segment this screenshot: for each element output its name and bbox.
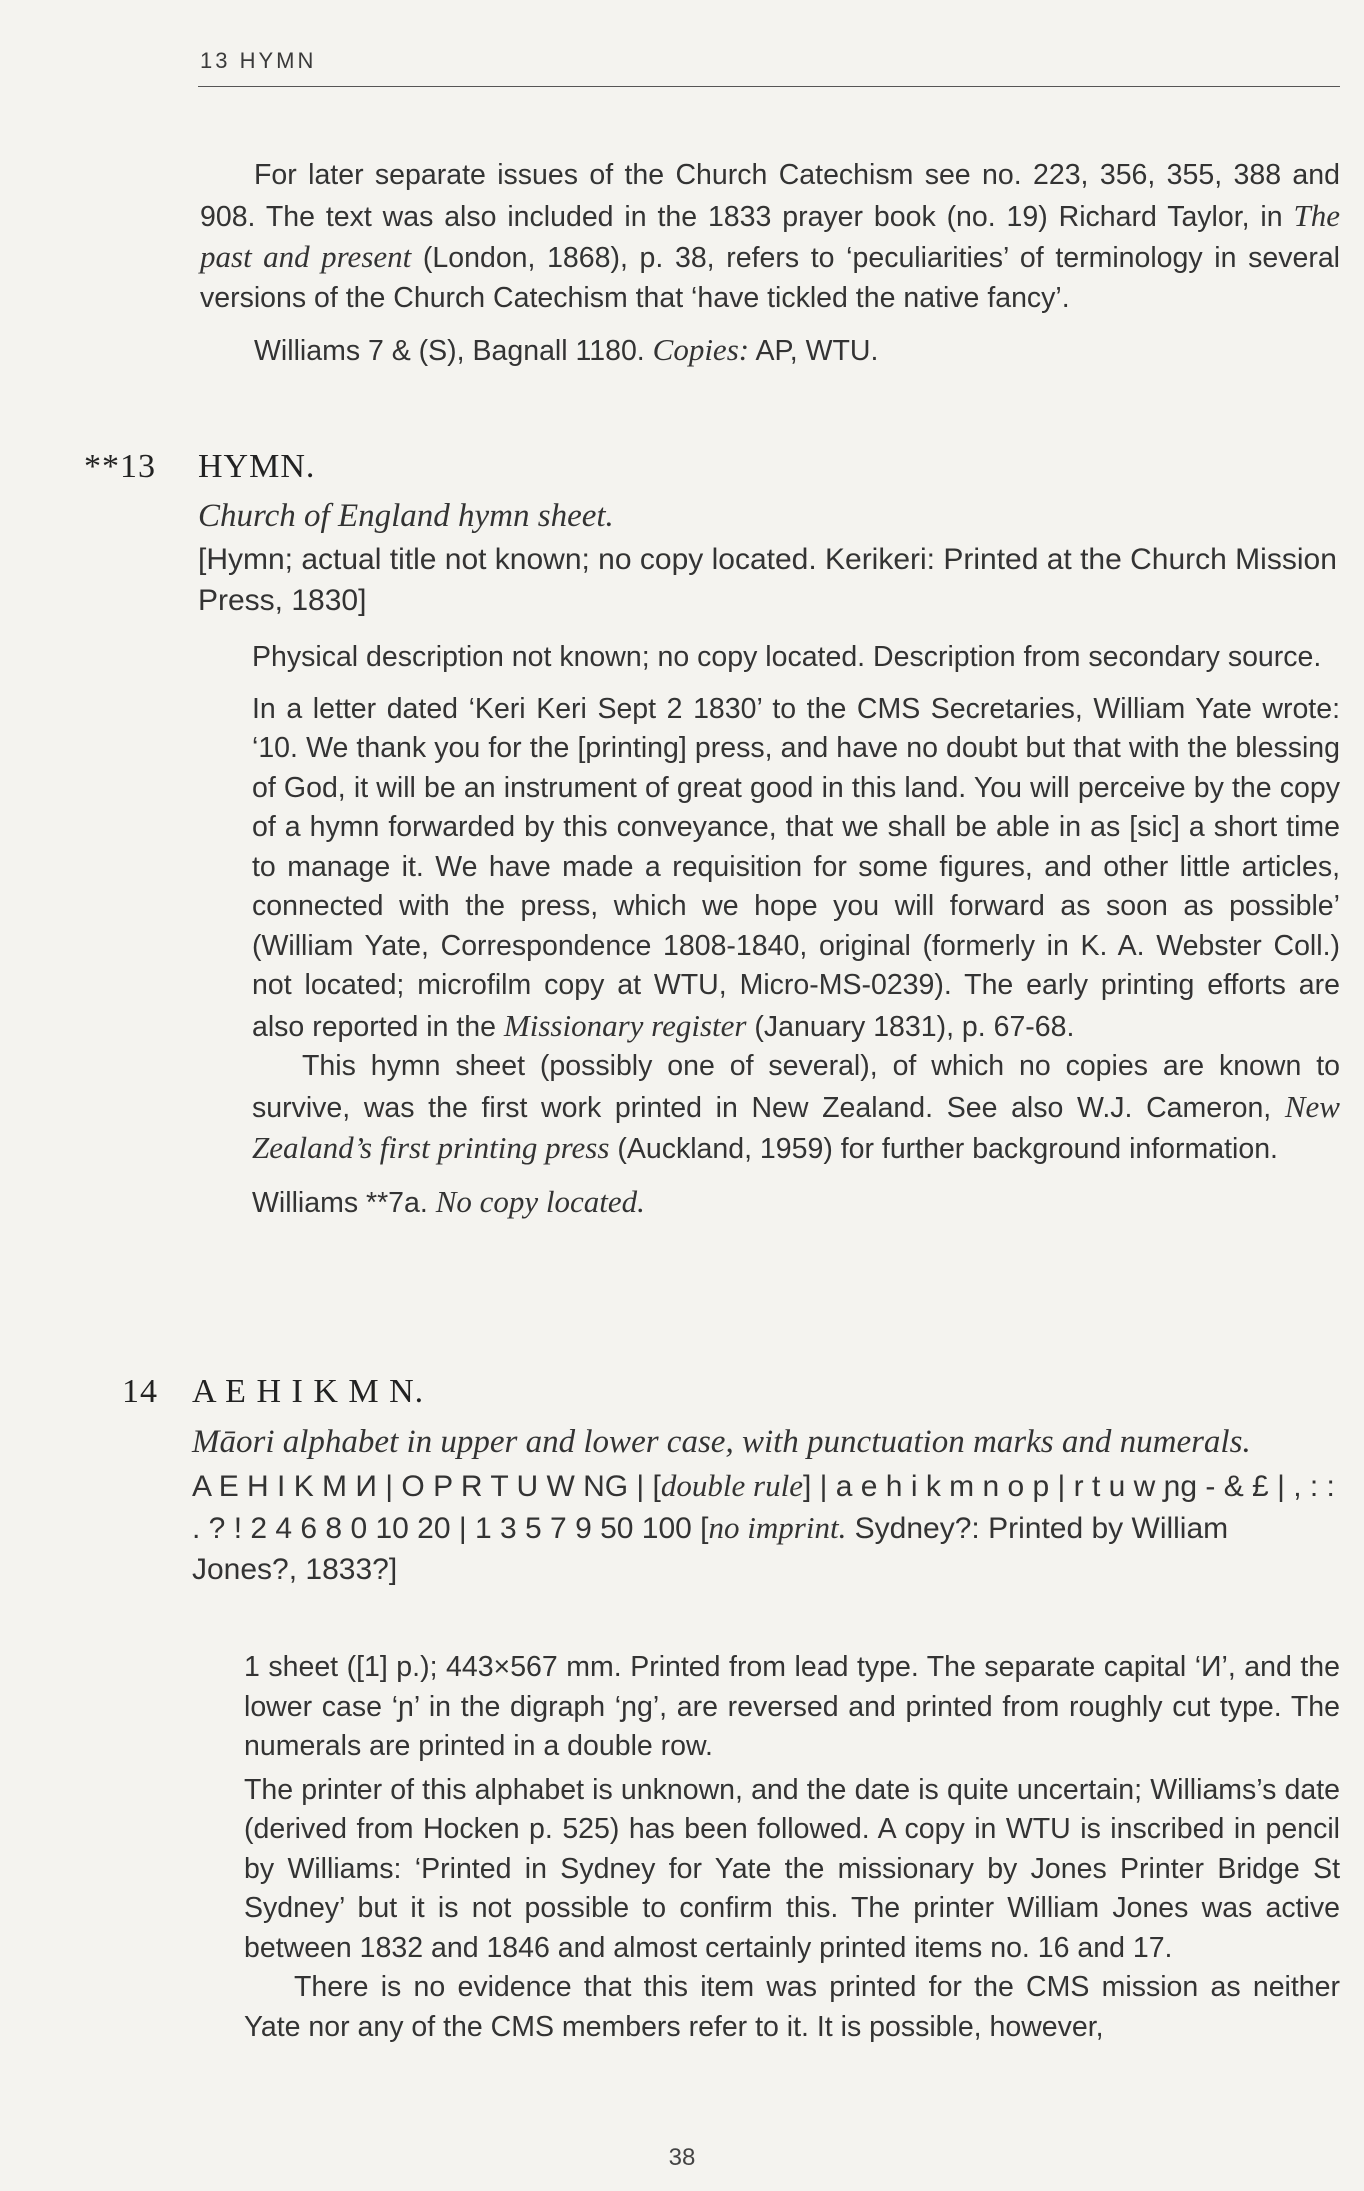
note-italic-title: Missionary register — [503, 1007, 747, 1043]
entry-14-physical: 1 sheet ([1] p.); 443×567 mm. Printed from lead type. The separate capital ‘И’, and the lower case ‘ɲ’ in the digraph ‘ɲg’, are reversed and printed from roughly cut type. The numerals are printed in a double row. — [244, 1651, 1340, 1762]
note-text-rest: (Auckland, 1959) for further background information. — [617, 1133, 1278, 1165]
continuation-text-rest: (London, 1868), p. 38, refers to ‘peculiarities’ of terminology in several versions of the Church Catechism that ‘have tickled the native fancy’. — [200, 242, 1340, 314]
entry-13-number: **13 — [84, 448, 156, 485]
entry-13-title-block — [198, 496, 1340, 621]
entry-14-note-1: The printer of this alphabet is unknown, and the date is quite uncertain; Williams’s date (derived from Hocken p. 525) has been followed. A copy in WTU is inscribed in pencil by Williams: ‘Printed in Sydney for Yate the missionary by Jones Printer Bridge St Sydney’ but it is not possible to confirm this. The printer William Jones was active between 1832 and 1846 and almost certainly printed items no. 16 and 17. — [244, 1773, 1340, 1964]
entry-14-transcription — [192, 1465, 1340, 1590]
copies-value: AP, WTU. — [755, 335, 879, 367]
continuation-text: For later separate issues of the Church Catechism see no. 223, 356, 355, 388 and 908. The text was also included in the 1833 prayer book (no. 19) Richard Taylor, in — [200, 159, 1340, 233]
page-number: 38 — [668, 2144, 696, 2171]
entry-13-note-1 — [252, 690, 1340, 1048]
entry-13-physical: Physical description not known; no copy located. Description from secondary source. — [252, 641, 1322, 673]
entry-14-heading: A E H I K M N. — [192, 1373, 425, 1410]
entry-14-title-block — [192, 1422, 1340, 1590]
copies-label: Copies: — [652, 332, 750, 367]
references-text: Williams 7 & (S), Bagnall 1180. — [254, 335, 645, 367]
continuation-references — [254, 330, 1340, 372]
entry-13-imprint: [Hymn; actual title not known; no copy located. Kerikeri: Printed at the Church Mission Press, 1830] — [198, 543, 1337, 617]
continuation-italic-title: The past and present — [200, 197, 1341, 274]
references-text: Williams **7a. — [252, 1186, 428, 1219]
entry-13-note-2 — [252, 1047, 1340, 1170]
transcription-part: ] | a e h i k m n o p | r t u w ɲg - & £ | , : : . ? ! 2 4 6 8 0 10 20 | 1 3 5 7 9 50 100 [ — [192, 1470, 1335, 1545]
entry-14-number: 14 — [122, 1373, 158, 1410]
header-rule — [198, 86, 1340, 87]
note-text: This hymn sheet (possibly one of several), of which no copies are known to survive, was the first work printed in New Zealand. See also W.J. Cameron, — [252, 1050, 1340, 1124]
note-italic-title: New Zealand’s first printing press — [252, 1088, 1340, 1165]
continuation-paragraph — [200, 156, 1340, 318]
entry-14-note-2: There is no evidence that this item was printed for the CMS mission as neither Yate nor any of the CMS members refer to it. It is possible, however, — [244, 1971, 1340, 2043]
entry-13-heading: HYMN. — [198, 448, 316, 485]
entry-13-title: Church of England hymn sheet. — [198, 498, 614, 534]
note-text-rest: (January 1831), p. 67-68. — [754, 1010, 1075, 1043]
references-italic: No copy located. — [435, 1183, 645, 1219]
transcription-part: Sydney?: Printed by William Jones?, 1833?] — [192, 1512, 1229, 1586]
running-head: 13 HYMN — [200, 48, 317, 73]
entry-14-notes — [244, 1648, 1340, 2047]
transcription-italic: no imprint. — [708, 1510, 847, 1545]
entry-13-references — [252, 1182, 1340, 1224]
entry-13-notes — [252, 638, 1340, 1223]
transcription-part: A E H I K M И | O P R T U W NG | [ — [192, 1470, 661, 1503]
entry-14-title: Māori alphabet in upper and lower case, with punctuation marks and numerals. — [192, 1424, 1251, 1460]
transcription-italic: double rule — [660, 1468, 803, 1503]
continuation-block — [200, 156, 1341, 372]
note-text: In a letter dated ‘Keri Keri Sept 2 1830’ to the CMS Secretaries, William Yate wrote: ‘10. We thank you for the [printing] press, and have no doubt but that with the blessing of God, it will be an instrument of great good in this land. You will perceive by the copy of a hymn forwarded by this conveyance, that we shall be able in as [sic] a short time to manage it. We have made a requisition for some figures, and other little articles, connected with the press, which we hope you will forward as soon as possible’ (William Yate, Correspondence 1808-1840, original (formerly in K. A. Webster Coll.) not located; microfilm copy at WTU, Micro-MS-0239). The early printing efforts are also reported in the — [252, 692, 1340, 1043]
